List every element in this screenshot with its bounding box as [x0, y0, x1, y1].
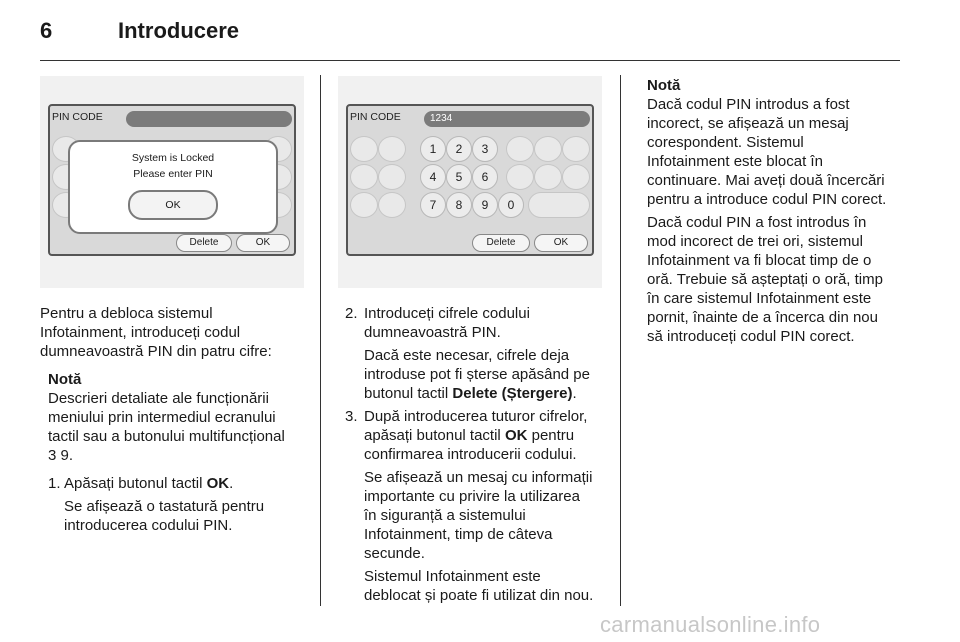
step-text: Apăsați butonul tactil OK. [64, 475, 234, 492]
key-0[interactable]: 0 [498, 192, 524, 218]
pin-field: 1234 [424, 111, 590, 127]
note-line: meniului prin intermediul ecranului [48, 409, 276, 426]
pin-code-label: PIN CODE [350, 111, 401, 123]
note-line: pentru a introduce codul PIN corect. [647, 191, 887, 208]
intro-line: dumneavoastră PIN din patru cifre: [40, 343, 272, 360]
step-detail: secunde. [364, 545, 425, 562]
delete-button[interactable]: Delete [176, 234, 232, 252]
step-detail: în siguranță a sistemului [364, 507, 526, 524]
note-line: incorect, se afișează un mesaj [647, 115, 849, 132]
page-reference-link[interactable]: 3 9. [48, 447, 74, 464]
note-line: Dacă codul PIN introdus a fost [647, 96, 850, 113]
step-number: 3. [345, 408, 358, 425]
key-4[interactable]: 4 [420, 164, 446, 190]
key-3[interactable]: 3 [472, 136, 498, 162]
note-line: Infotainment este blocat în [647, 153, 823, 170]
pin-field [126, 111, 292, 127]
note-title: Notă [647, 77, 681, 94]
step-text: După introducerea tuturor cifrelor, [364, 408, 588, 425]
step-number: 2. [345, 305, 358, 322]
pin-code-label: PIN CODE [52, 111, 103, 123]
intro-line: Pentru a debloca sistemul [40, 305, 213, 322]
body-line: în care sistemul Infotainment este [647, 290, 872, 307]
dialog-message: System is Locked [131, 152, 215, 164]
note-line: tactil sau a butonului multifuncțional [48, 428, 285, 445]
body-line: să introduceți codul PIN corect. [647, 328, 855, 345]
column-separator [620, 75, 621, 606]
body-line: Dacă codul PIN a fost introdus în [647, 214, 867, 231]
header-rule [40, 60, 900, 61]
pin-bar [346, 108, 594, 130]
body-line: mod incorect de trei ori, sistemul [647, 233, 863, 250]
body-line: pornit, înainte de a încerca din nou [647, 309, 878, 326]
screenshot-keypad [338, 76, 602, 288]
step-detail: Sistemul Infotainment este [364, 568, 541, 585]
step-text: apăsați butonul tactil OK pentru [364, 427, 575, 444]
key-8[interactable]: 8 [446, 192, 472, 218]
step-text: Introduceți cifrele codului [364, 305, 530, 322]
key-1[interactable]: 1 [420, 136, 446, 162]
step-detail: butonul tactil Delete (Ștergere). [364, 385, 577, 402]
step-detail: Se afișează o tastatură pentru [64, 498, 265, 515]
note-line: Descrieri detaliate ale funcționării [48, 390, 269, 407]
note-title: Notă [48, 371, 82, 388]
step-detail: introduse pot fi șterse apăsând pe [364, 366, 590, 383]
step-text: dumneavoastră PIN. [364, 324, 501, 341]
key-6[interactable]: 6 [472, 164, 498, 190]
step-number: 1. [48, 475, 61, 492]
body-line: Infotainment va fi blocat timp de o [647, 252, 872, 269]
step-text: confirmarea introducerii codului. [364, 446, 577, 463]
step-detail: Dacă este necesar, cifrele deja [364, 347, 570, 364]
page-number: 6 [40, 18, 53, 43]
step-detail: Se afișează un mesaj cu informații [364, 469, 593, 486]
step-detail: deblocat și poate fi utilizat din nou. [364, 587, 594, 604]
dialog-ok-button[interactable]: OK [128, 190, 218, 220]
note-line: continuare. Mai aveți două încercări [647, 172, 885, 189]
step-detail: introducerea codului PIN. [64, 517, 233, 534]
intro-line: Infotainment, introduceți codul [40, 324, 241, 341]
page-title: Introducere [118, 18, 240, 43]
body-line: oră. Trebuie să așteptați o oră, timp [647, 271, 883, 288]
ok-button[interactable]: OK [534, 234, 588, 252]
keypad [346, 134, 594, 224]
screenshot-locked [40, 76, 304, 288]
pin-bar [48, 108, 296, 130]
step-detail: Infotainment, timp de câteva [364, 526, 553, 543]
key-2[interactable]: 2 [446, 136, 472, 162]
key-7[interactable]: 7 [420, 192, 446, 218]
dialog-prompt: Please enter PIN [133, 168, 213, 180]
delete-button[interactable]: Delete [472, 234, 530, 252]
key-9[interactable]: 9 [472, 192, 498, 218]
locked-dialog [68, 140, 278, 234]
step-detail: importante cu privire la utilizarea [364, 488, 580, 505]
watermark: carmanualsonline.info [600, 612, 821, 637]
note-line: corespondent. Sistemul [647, 134, 804, 151]
ok-button[interactable]: OK [236, 234, 290, 252]
page-header [40, 18, 900, 42]
key-5[interactable]: 5 [446, 164, 472, 190]
column-separator [320, 75, 321, 606]
